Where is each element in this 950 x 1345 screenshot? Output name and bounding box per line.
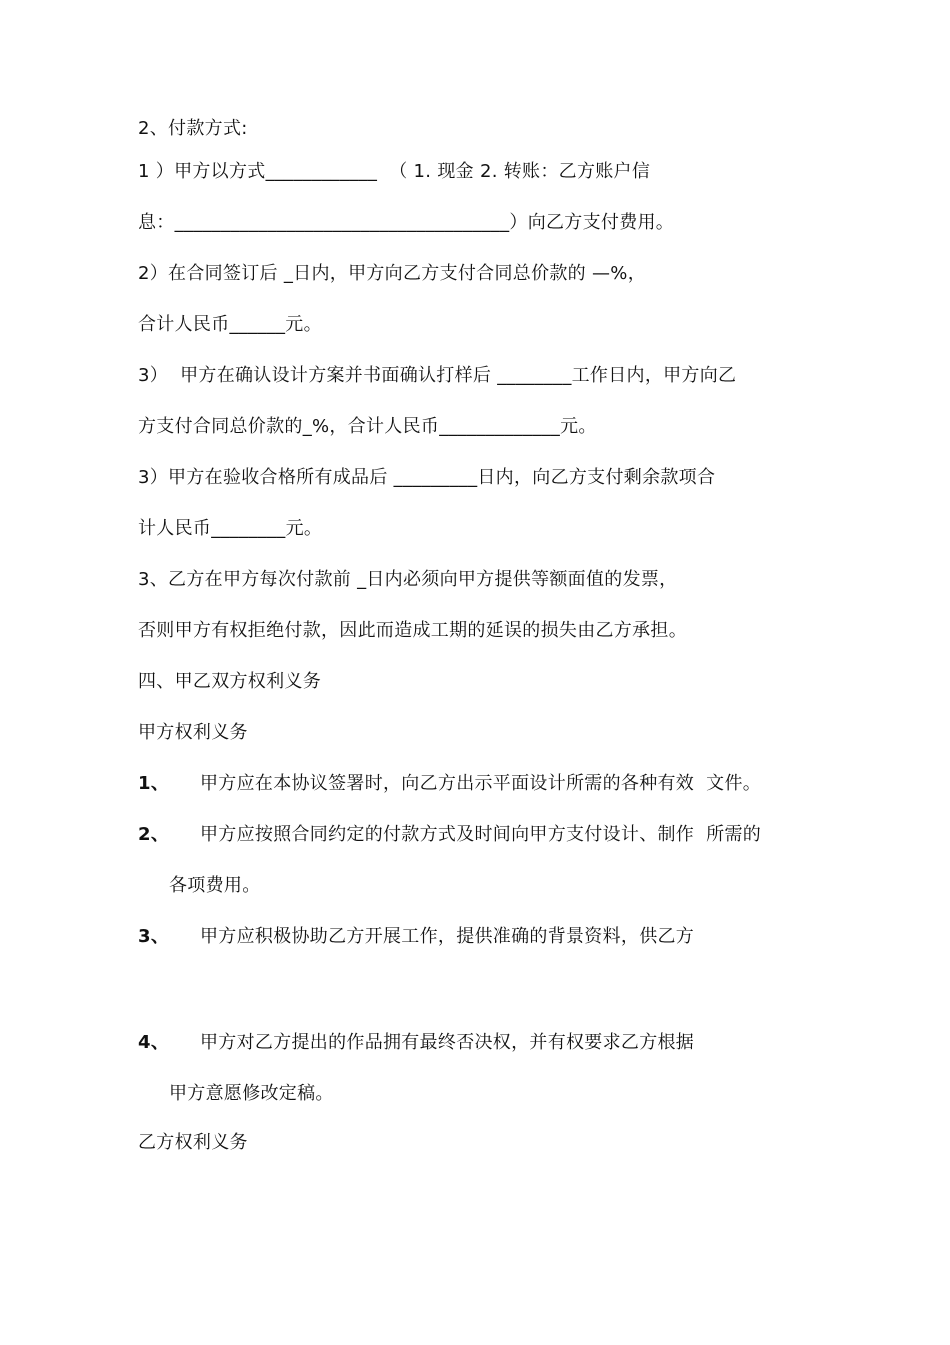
- party-a-item-4-continuation: 甲方意愿修改定稿。: [169, 1083, 334, 1104]
- item-text: 甲方应积极协助乙方开展工作，提供准确的背景资料，供乙方: [200, 926, 695, 947]
- clause-2-line-1: 2）在合同签订后 _日内，甲方向乙方支付合同总价款的 —%，: [138, 263, 646, 284]
- item-text: 甲方应按照合同约定的付款方式及时间向甲方支付设计、制作 所需的: [200, 824, 762, 845]
- clause-4-line-1: 3）甲方在验收合格所有成品后 _________日内，向乙方支付剩余款项合: [138, 467, 716, 488]
- party-a-item-2-continuation: 各项费用。: [169, 875, 261, 896]
- clause-3-line-1: 3） 甲方在确认设计方案并书面确认打样后 ________工作日内，甲方向乙: [138, 365, 737, 386]
- clause-4-line-2: 计人民币________元。: [138, 518, 323, 539]
- item-text: 甲方对乙方提出的作品拥有最终否决权，并有权要求乙方根据: [200, 1032, 695, 1053]
- clause-1-line-1: 1 ）甲方以方式____________ （ 1. 现金 2. 转账：乙方账户信: [138, 161, 651, 182]
- clause-1-line-2: 息：____________________________________）向乙方支付费用。: [138, 212, 675, 233]
- party-a-item-2: [138, 823, 761, 847]
- party-a-item-3: [138, 925, 694, 949]
- item-number: 4、: [138, 1032, 170, 1053]
- invoice-clause-line-2: 否则甲方有权拒绝付款，因此而造成工期的延误的损失由乙方承担。: [138, 620, 687, 641]
- party-a-heading: 甲方权利义务: [138, 722, 248, 743]
- clause-3-line-2: 方支付合同总价款的_%，合计人民币_____________元。: [138, 416, 597, 437]
- item-text: 甲方应在本协议签署时，向乙方出示平面设计所需的各种有效 文件。: [200, 773, 762, 794]
- item-number: 2、: [138, 824, 170, 845]
- clause-2-line-2: 合计人民币______元。: [138, 314, 322, 335]
- invoice-clause-line-1: 3、乙方在甲方每次付款前 _日内必须向甲方提供等额面值的发票，: [138, 569, 678, 590]
- party-b-heading: 乙方权利义务: [138, 1132, 248, 1153]
- item-number: 3、: [138, 926, 170, 947]
- payment-method-heading: 2、付款方式:: [138, 118, 248, 139]
- party-a-item-1: [138, 772, 761, 796]
- item-number: 1、: [138, 773, 170, 794]
- party-a-item-4: [138, 1031, 694, 1055]
- section-4-heading: 四、甲乙双方权利义务: [138, 671, 321, 692]
